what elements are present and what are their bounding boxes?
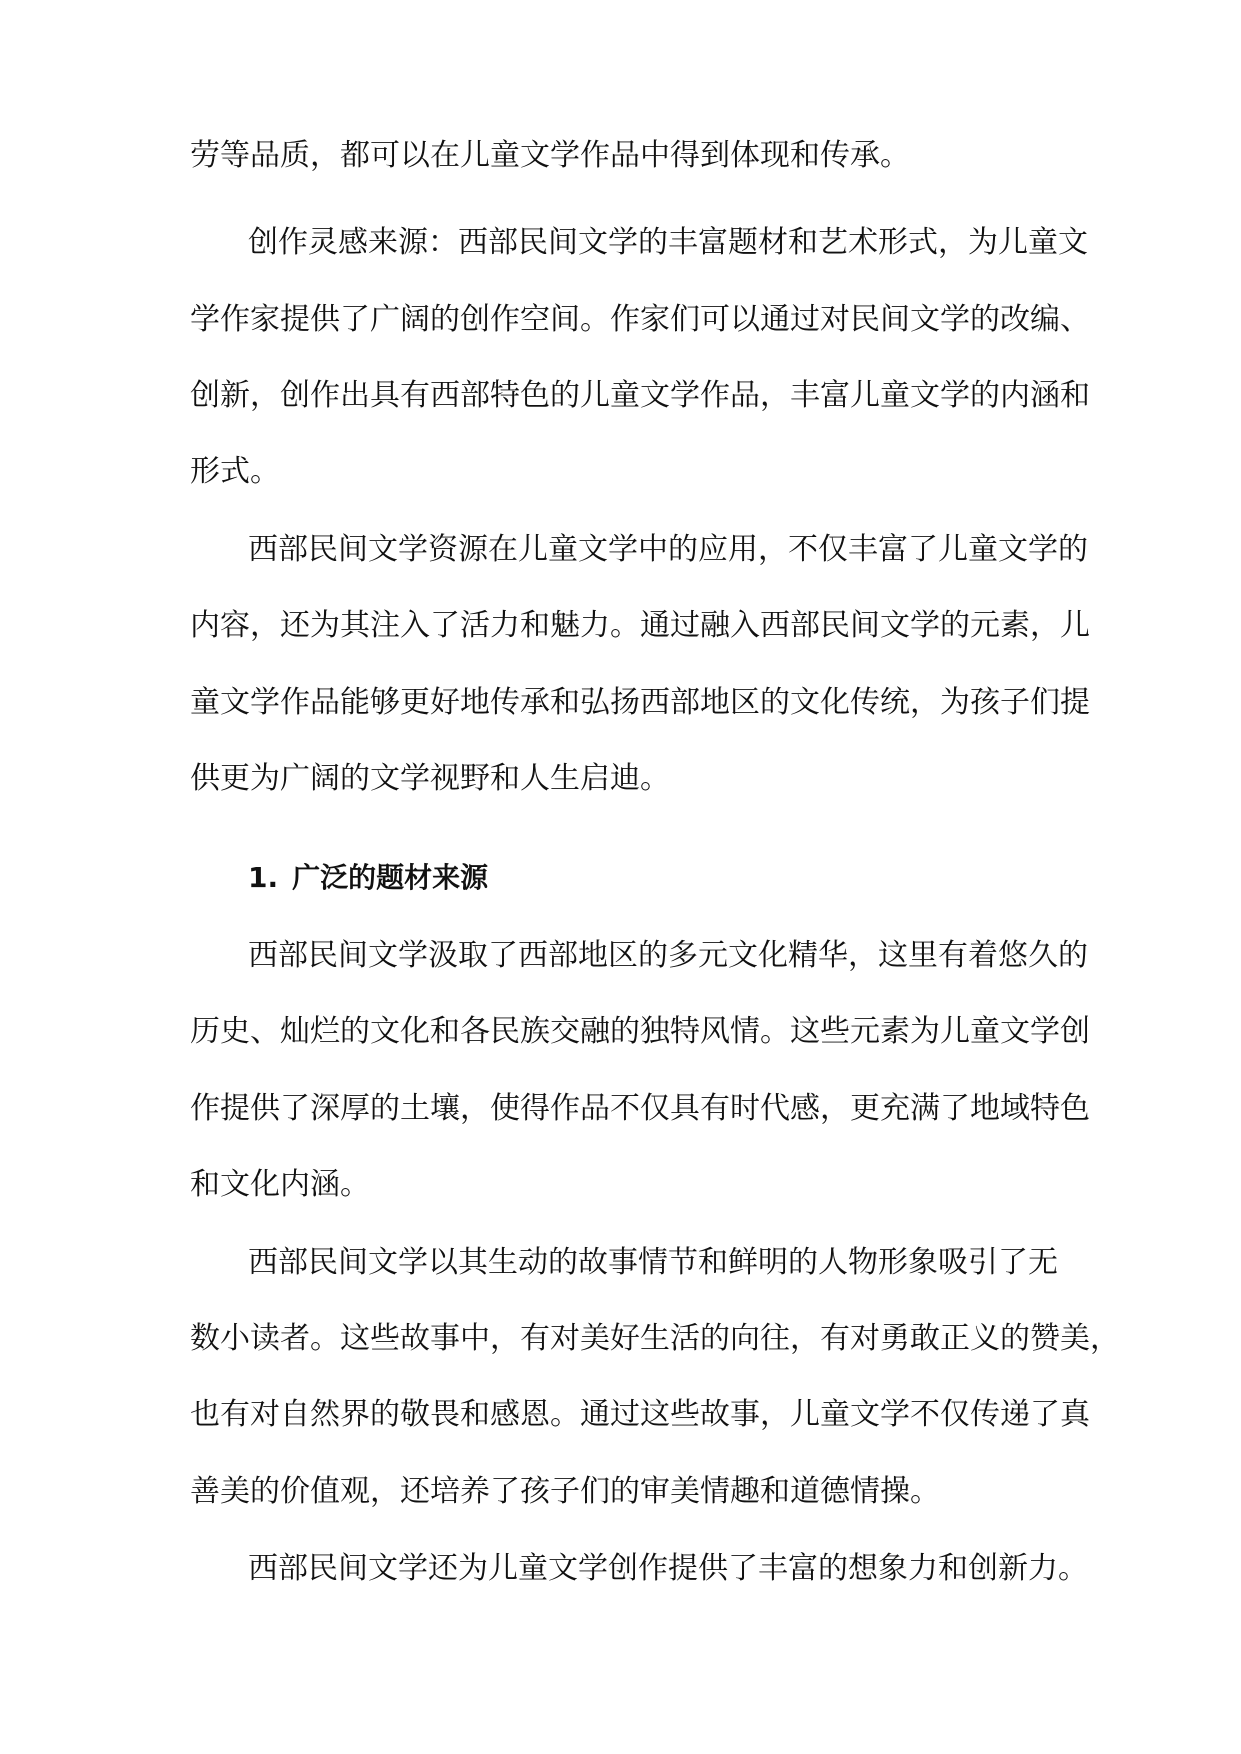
paragraph-line: 西部民间文学还为儿童文学创作提供了丰富的想象力和创新力。 [248, 1551, 1088, 1586]
paragraph-line: 作提供了深厚的土壤，使得作品不仅具有时代感，更充满了地域特色 [190, 1091, 1090, 1126]
section-heading-title: 广泛的题材来源 [292, 861, 489, 894]
paragraph-line: 西部民间文学汲取了西部地区的多元文化精华，这里有着悠久的 [248, 938, 1088, 973]
paragraph-line: 善美的价值观，还培养了孩子们的审美情趣和道德情操。 [190, 1474, 940, 1509]
paragraph-line: 也有对自然界的敬畏和感恩。通过这些故事，儿童文学不仅传递了真 [190, 1397, 1090, 1432]
paragraph-line: 形式。 [190, 454, 280, 489]
paragraph-line: 童文学作品能够更好地传承和弘扬西部地区的文化传统，为孩子们提 [190, 685, 1090, 720]
paragraph-line: 劳等品质，都可以在儿童文学作品中得到体现和传承。 [190, 138, 910, 173]
paragraph-line: 创作灵感来源：西部民间文学的丰富题材和艺术形式，为儿童文 [248, 225, 1088, 260]
paragraph-line: 西部民间文学以其生动的故事情节和鲜明的人物形象吸引了无 [248, 1245, 1058, 1280]
paragraph-line: 内容，还为其注入了活力和魅力。通过融入西部民间文学的元素，儿 [190, 608, 1090, 643]
paragraph-line: 学作家提供了广阔的创作空间。作家们可以通过对民间文学的改编、 [190, 302, 1090, 337]
paragraph-line: 历史、灿烂的文化和各民族交融的独特风情。这些元素为儿童文学创 [190, 1014, 1090, 1049]
paragraph-line: 创新，创作出具有西部特色的儿童文学作品，丰富儿童文学的内涵和 [190, 378, 1090, 413]
paragraph-line: 数小读者。这些故事中，有对美好生活的向往，有对勇敢正义的赞美， [190, 1321, 1120, 1356]
paragraph-line: 和文化内涵。 [190, 1167, 370, 1202]
paragraph-line: 西部民间文学资源在儿童文学中的应用，不仅丰富了儿童文学的 [248, 532, 1088, 567]
section-heading-number: 1. [248, 861, 279, 894]
section-heading [248, 860, 488, 896]
paragraph-line: 供更为广阔的文学视野和人生启迪。 [190, 761, 670, 796]
